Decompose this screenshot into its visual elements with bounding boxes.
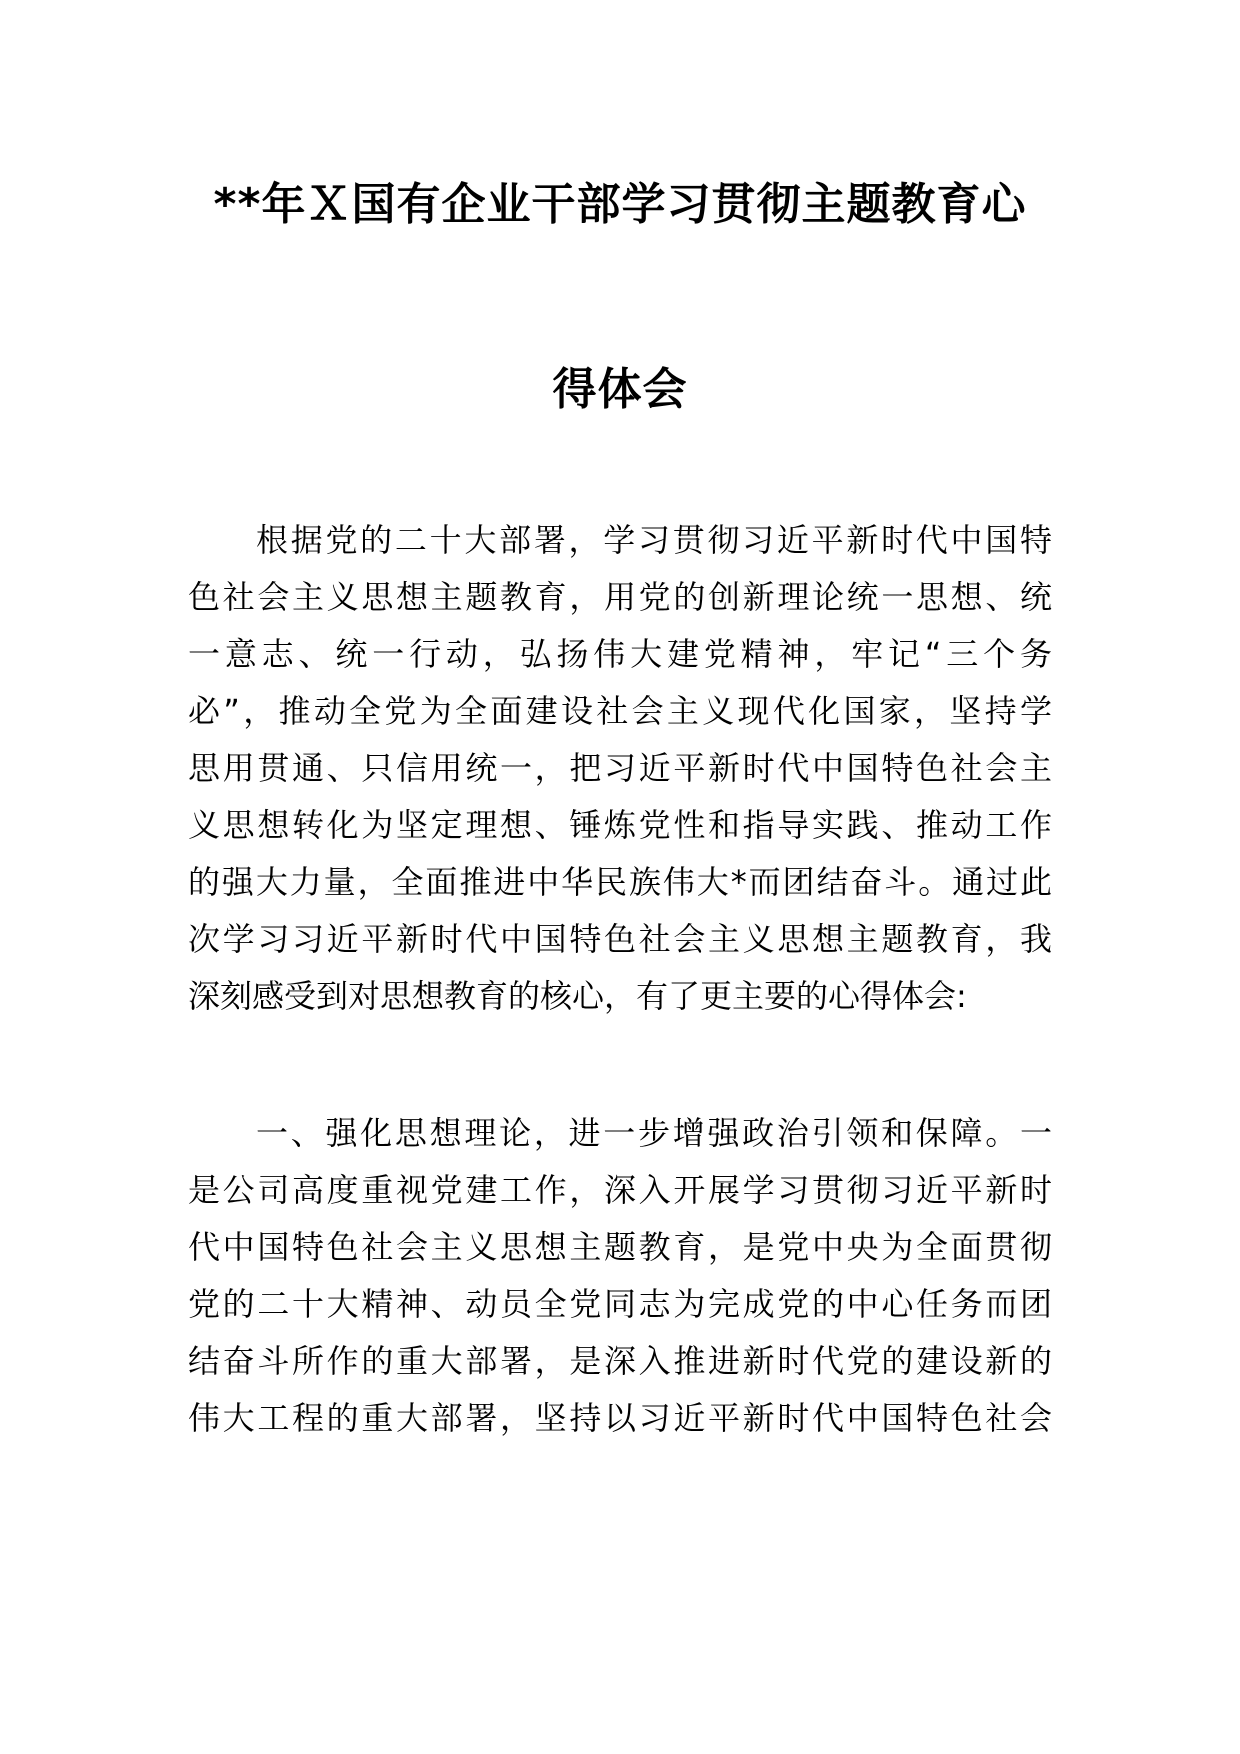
paragraph-line: 结奋斗所作的重大部署，是深入推进新时代党的建设新的 [188, 1342, 1052, 1380]
paragraph-line: 根据党的二十大部署，学习贯彻习近平新时代中国特 [256, 521, 1052, 559]
paragraph-line: 伟大工程的重大部署，坚持以习近平新时代中国特色社会 [188, 1399, 1052, 1437]
paragraph-line: 次学习习近平新时代中国特色社会主义思想主题教育，我 [188, 920, 1052, 958]
paragraph-line: 义思想转化为坚定理想、锤炼党性和指导实践、推动工作 [188, 806, 1052, 844]
document-title-line-2: 得体会 [552, 364, 688, 415]
paragraph-line: 的强大力量，全面推进中华民族伟大*而团结奋斗。通过此 [188, 863, 1052, 901]
paragraph-line: 必”，推动全党为全面建设社会主义现代化国家，坚持学 [188, 692, 1052, 730]
paragraph-line: 色社会主义思想主题教育，用党的创新理论统一思想、统 [188, 578, 1052, 616]
paragraph-line: 一、强化思想理论，进一步增强政治引领和保障。一 [256, 1114, 1052, 1152]
paragraph-line: 代中国特色社会主义思想主题教育，是党中央为全面贯彻 [188, 1228, 1052, 1266]
document-title-line-1: **年Ｘ国有企业干部学习贯彻主题教育心 [213, 179, 1027, 230]
paragraph-line: 是公司高度重视党建工作，深入开展学习贯彻习近平新时 [188, 1171, 1052, 1209]
paragraph-line: 深刻感受到对思想教育的核心，有了更主要的心得体会: [188, 977, 967, 1015]
paragraph-line: 党的二十大精神、动员全党同志为完成党的中心任务而团 [188, 1285, 1052, 1323]
paragraph-line: 一意志、统一行动，弘扬伟大建党精神，牢记“三个务 [188, 635, 1052, 673]
paragraph-line: 思用贯通、只信用统一，把习近平新时代中国特色社会主 [188, 749, 1052, 787]
